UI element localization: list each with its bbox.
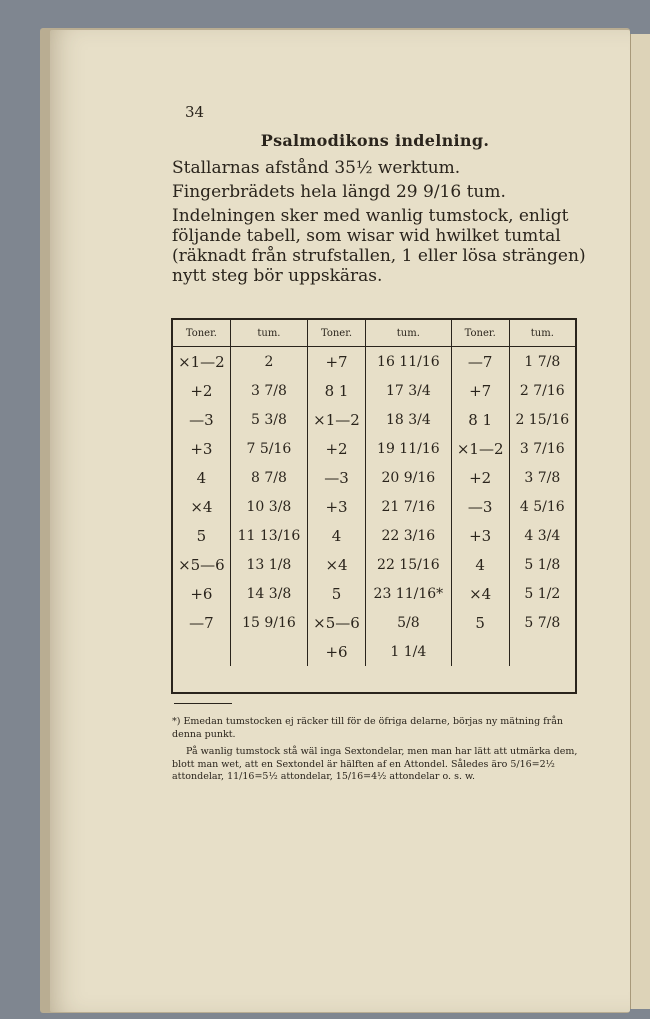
next-page-edge (630, 34, 650, 1009)
tone-table (173, 320, 575, 666)
table-cell: +3 (308, 492, 366, 521)
table-row (173, 550, 575, 579)
table-cell: 4 (308, 521, 366, 550)
table-cell: 2 (230, 347, 307, 377)
table-row (173, 434, 575, 463)
table-cell: 17 3/4 (365, 376, 451, 405)
table-cell: 4 3/4 (509, 521, 575, 550)
table-cell (509, 637, 575, 666)
page-number: 34 (185, 103, 205, 121)
table-cell: +3 (190, 439, 213, 458)
table-header-row (173, 320, 575, 347)
table-cell: +7 (308, 347, 366, 377)
table-cell: 5 (196, 526, 207, 545)
table-cell: 11 13/16 (230, 521, 307, 550)
table-cell (451, 637, 509, 666)
table-cell: 5/8 (365, 608, 451, 637)
table-cell: ×1—2 (308, 405, 366, 434)
table-cell: 8 1 (308, 376, 366, 405)
table-cell: 13 1/8 (230, 550, 307, 579)
table-cell: 5 1/8 (509, 550, 575, 579)
text-line-1: Stallarnas afstånd 35½ werktum. (172, 158, 461, 178)
table-cell: 5 3/8 (230, 405, 307, 434)
table-cell: 5 1/2 (509, 579, 575, 608)
table-cell: 22 15/16 (365, 550, 451, 579)
table-cell: 5 7/8 (509, 608, 575, 637)
table-cell: ×1—2 (178, 352, 225, 371)
page-heading: Psalmodikons indelning. (260, 131, 490, 150)
table-cell: 3 7/16 (509, 434, 575, 463)
table-cell: 16 11/16 (365, 347, 451, 377)
table-row (173, 347, 575, 377)
column-header: tum. (509, 320, 575, 347)
table-cell: 5 (308, 579, 366, 608)
table-cell: 14 3/8 (230, 579, 307, 608)
column-header: Toner. (173, 320, 230, 347)
table-cell: ×1—2 (451, 434, 509, 463)
table-cell (230, 637, 307, 666)
table-cell: 2 15/16 (509, 405, 575, 434)
table-row (173, 492, 575, 521)
table-row (173, 405, 575, 434)
table-cell: 5 (451, 608, 509, 637)
table-row (173, 376, 575, 405)
table-row (173, 637, 575, 666)
table-cell: +2 (451, 463, 509, 492)
table-cell: +6 (190, 584, 213, 603)
table-cell: +2 (190, 381, 213, 400)
footnote-2: På wanlig tumstock stå wäl inga Sextondelar, men man har lätt att utmärka dem, blott man wet, att en Sextondel är hälften af en Attondel. Således äro 5/16=2½ attondelar, 11/16=5½ attondelar, 15/16=4½ attondelar o. s. w. (172, 746, 578, 782)
table-cell: +2 (308, 434, 366, 463)
table-cell: 4 5/16 (509, 492, 575, 521)
column-header: tum. (230, 320, 307, 347)
table-cell: —7 (451, 347, 509, 377)
table-row (173, 463, 575, 492)
table-cell: 23 11/16* (365, 579, 451, 608)
division-table (171, 318, 577, 694)
table-cell: —7 (189, 613, 214, 632)
table-row (173, 579, 575, 608)
table-cell: ×4 (190, 497, 213, 516)
table-cell: 1 7/8 (509, 347, 575, 377)
table-cell: 4 (196, 468, 207, 487)
table-cell: 8 1 (451, 405, 509, 434)
table-cell: 20 9/16 (365, 463, 451, 492)
table-cell: 7 5/16 (230, 434, 307, 463)
table-cell: —3 (451, 492, 509, 521)
table-row (173, 521, 575, 550)
table-cell: 18 3/4 (365, 405, 451, 434)
column-header: tum. (365, 320, 451, 347)
footnote-1: *) Emedan tumstocken ej räcker till för de öfriga delarne, börjas ny mätning från denna punkt. (172, 716, 564, 740)
table-cell: 3 7/8 (230, 376, 307, 405)
table-cell: +7 (451, 376, 509, 405)
column-header: Toner. (451, 320, 509, 347)
table-cell: 22 3/16 (365, 521, 451, 550)
table-cell: 2 7/16 (509, 376, 575, 405)
table-cell: 10 3/8 (230, 492, 307, 521)
table-cell (173, 637, 230, 666)
table-cell: +6 (308, 637, 366, 666)
table-cell: —3 (308, 463, 366, 492)
table-cell: ×5—6 (308, 608, 366, 637)
text-line-2: Fingerbrädets hela längd 29 9/16 tum. (172, 182, 506, 202)
intro-paragraph: Indelningen sker med wanlig tumstock, enligt följande tabell, som wisar wid hwilket tumtal (räknadt från strufstallen, 1 eller lösa strängen) nytt steg bör uppskäras. (172, 206, 586, 286)
table-row (173, 608, 575, 637)
table-cell: 8 7/8 (230, 463, 307, 492)
table-cell: ×4 (451, 579, 509, 608)
table-cell: 4 (451, 550, 509, 579)
column-header: Toner. (308, 320, 366, 347)
table-cell: 1 1/4 (365, 637, 451, 666)
table-cell: 21 7/16 (365, 492, 451, 521)
table-cell: 3 7/8 (509, 463, 575, 492)
table-cell: 15 9/16 (230, 608, 307, 637)
table-cell: —3 (189, 410, 214, 429)
table-cell: ×5—6 (178, 555, 225, 574)
footnote-rule (174, 703, 232, 704)
table-cell: ×4 (308, 550, 366, 579)
table-cell: 19 11/16 (365, 434, 451, 463)
table-cell: +3 (451, 521, 509, 550)
